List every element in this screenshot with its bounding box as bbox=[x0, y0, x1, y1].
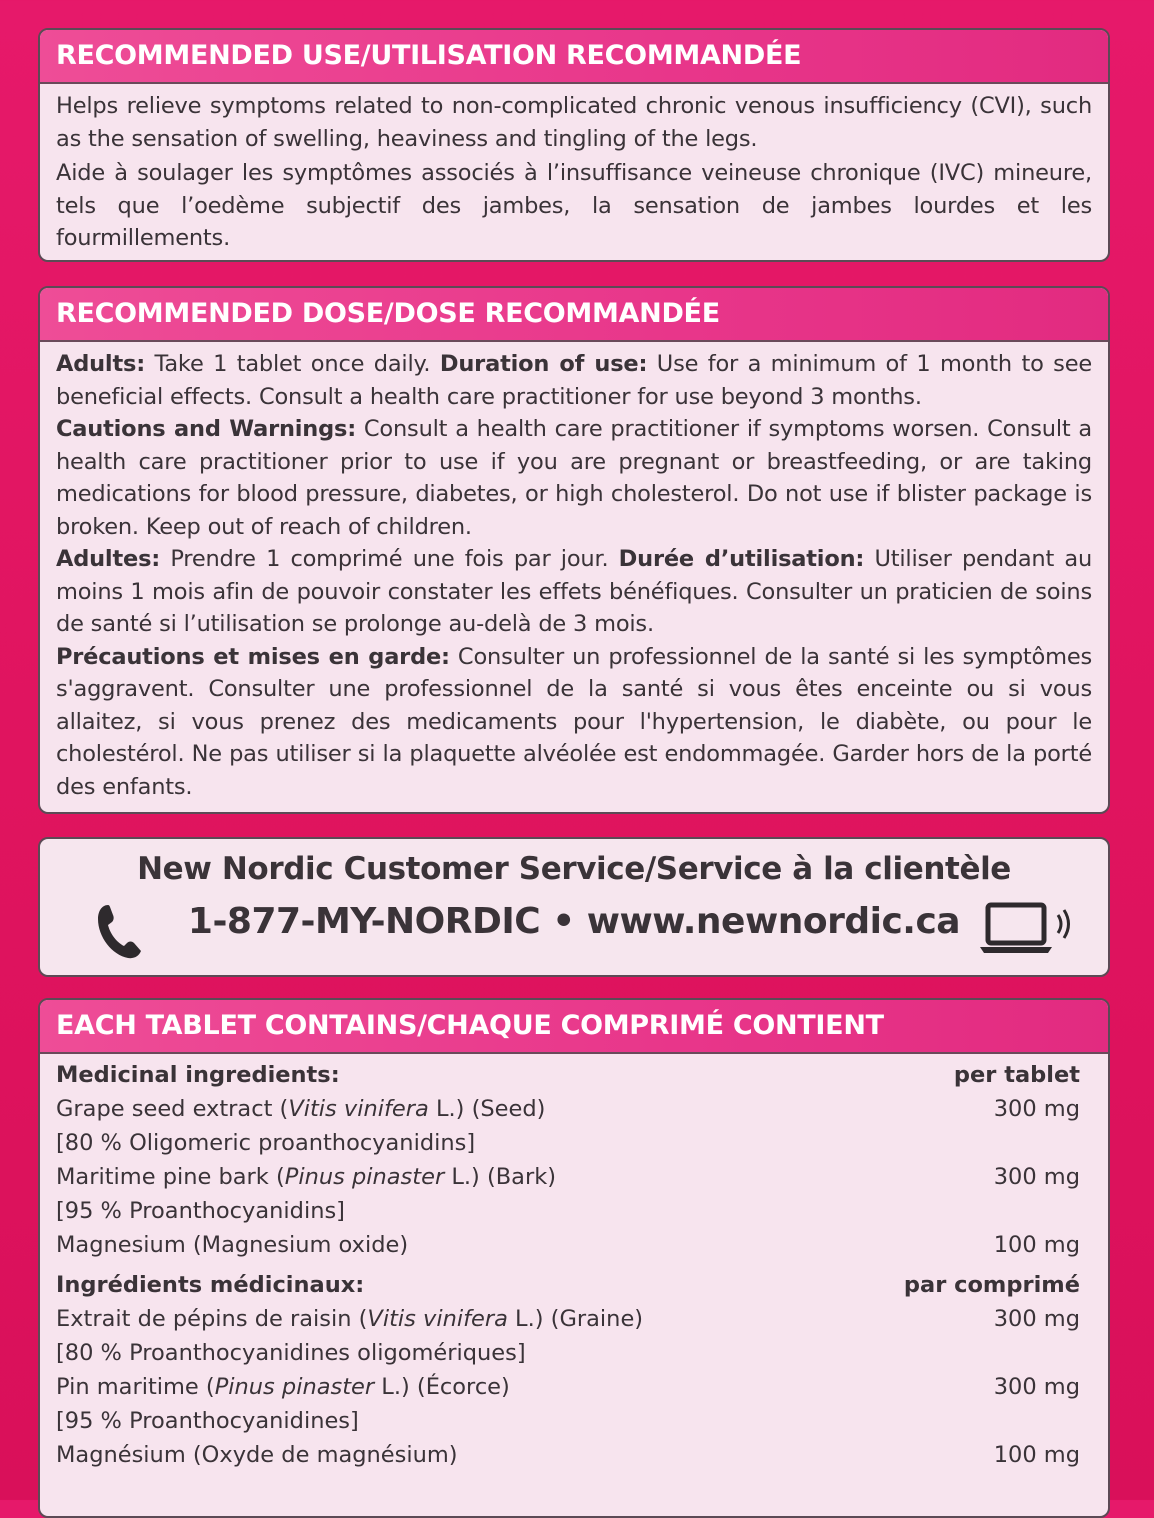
adultes-text: Prendre 1 comprimé une fois par jour. bbox=[160, 546, 619, 572]
par-comprime-label: par comprimé bbox=[903, 1272, 1080, 1298]
ingredient-standardization: [95 % Proanthocyanidins] bbox=[56, 1198, 345, 1224]
ingredient-standardization: [80 % Oligomeric proanthocyanidins] bbox=[56, 1130, 476, 1156]
ingredient-name-text: Pin maritime ( bbox=[56, 1374, 215, 1400]
ingredient-name bbox=[56, 1228, 960, 1262]
cautions-text: Consult a health care practitioner if symptoms worsen. Consult a health care practitioner prior to use if you are pregnant or breastfeeding, or are taking medications for blood pressure, diabetes, or high cholesterol. Do not use if blister package is broken. Keep out of reach of children. bbox=[56, 416, 1092, 540]
duree-text: Utiliser pendant au moins 1 mois afin de pouvoir constater les effets bénéfiques. Consulter un praticien de soins de santé si l’utilisation se prolonge au-delà de 3 mois. bbox=[56, 546, 1093, 637]
medicinal-ingredients-label: Medicinal ingredients: bbox=[56, 1062, 340, 1088]
ingredient-latin-name: Vitis vinifera bbox=[288, 1096, 429, 1122]
precautions-french-paragraph bbox=[56, 641, 1092, 804]
ingredients-medicinaux-label: Ingrédients médicinaux: bbox=[56, 1272, 365, 1298]
adults-text: Take 1 tablet once daily. bbox=[145, 351, 440, 377]
customer-service-panel bbox=[38, 837, 1110, 977]
ingredient-name-text: Magnesium (Magnesium oxide) bbox=[56, 1232, 409, 1258]
ingredient-standardization-row bbox=[56, 1404, 1080, 1438]
ingredient-part: L.) (Seed) bbox=[428, 1096, 546, 1122]
ingredient-name bbox=[56, 1302, 960, 1336]
recommended-use-body bbox=[40, 84, 1108, 255]
ingredient-name-text: Extrait de pépins de raisin ( bbox=[56, 1306, 368, 1332]
ingredient-name bbox=[56, 1370, 960, 1404]
ingredient-amount: 300 mg bbox=[993, 1374, 1080, 1400]
ingredient-row bbox=[56, 1370, 1080, 1404]
phone-icon bbox=[94, 901, 146, 961]
ingredient-standardization-row bbox=[56, 1126, 1080, 1160]
website-link[interactable]: www.newnordic.ca bbox=[586, 901, 961, 942]
ingredients-panel bbox=[38, 998, 1110, 1518]
precautions-label: Précautions et mises en garde: bbox=[56, 643, 450, 670]
ingredient-latin-name: Vitis vinifera bbox=[367, 1306, 508, 1332]
ingredient-name-text: Magnésium (Oxyde de magnésium) bbox=[56, 1442, 458, 1468]
ingredient-name bbox=[56, 1160, 960, 1194]
french-ingredient-list bbox=[56, 1302, 1080, 1472]
ingredient-part: L.) (Bark) bbox=[444, 1164, 557, 1190]
dose-english-paragraph bbox=[56, 348, 1092, 413]
adults-label: Adults: bbox=[56, 351, 145, 377]
ingredient-amount: 300 mg bbox=[993, 1306, 1080, 1332]
recommended-use-french: Aide à soulager les symptômes associés à l’insuffisance veineuse chronique (IVC) mineure, tels que l’oedème subjectif des jambes, la sensation de jambes lourdes et les fourmillements. bbox=[56, 160, 1092, 251]
recommended-dose-header: RECOMMENDED DOSE/DOSE RECOMMANDÉE bbox=[40, 288, 1108, 342]
precautions-text: Consulter un professionnel de la santé si les symptômes s'aggravent. Consulter une professionnel de la santé si vous êtes enceinte ou si vous allaitez, si vous prenez des medicaments pour l'hypertension, le diabète, ou pour le cholestérol. Ne pas utiliser si la plaquette alvéolée est endommagée. Garder hors de la porté des enfants. bbox=[56, 643, 1092, 800]
ingredients-header: EACH TABLET CONTAINS/CHAQUE COMPRIMÉ CONTIENT bbox=[40, 1000, 1108, 1054]
ingredient-amount: 300 mg bbox=[993, 1164, 1080, 1190]
english-ingredient-list bbox=[56, 1092, 1080, 1262]
adultes-label: Adultes: bbox=[56, 546, 161, 572]
ingredients-body bbox=[40, 1054, 1108, 1472]
ingredient-row bbox=[56, 1228, 1080, 1262]
english-ingredients-heading bbox=[56, 1058, 1080, 1092]
ingredient-amount: 100 mg bbox=[993, 1442, 1080, 1468]
phone-number[interactable]: 1-877-MY-NORDIC bbox=[187, 901, 541, 942]
ingredient-standardization: [95 % Proanthocyanidines] bbox=[56, 1408, 359, 1434]
ingredient-name bbox=[56, 1092, 960, 1126]
ingredient-name-text: Grape seed extract ( bbox=[56, 1096, 289, 1122]
ingredient-row bbox=[56, 1092, 1080, 1126]
recommended-dose-body bbox=[40, 342, 1108, 803]
ingredient-standardization-row bbox=[56, 1194, 1080, 1228]
recommended-use-header: RECOMMENDED USE/UTILISATION RECOMMANDÉE bbox=[40, 30, 1108, 84]
ingredient-part: L.) (Écorce) bbox=[374, 1374, 510, 1400]
ingredient-amount: 300 mg bbox=[993, 1096, 1080, 1122]
ingredient-part: L.) (Graine) bbox=[507, 1306, 644, 1332]
recommended-use-panel bbox=[38, 28, 1110, 262]
ingredient-standardization: [80 % Proanthocyanidines oligomériques] bbox=[56, 1340, 526, 1366]
ingredient-row bbox=[56, 1302, 1080, 1336]
ingredient-name-text: Maritime pine bark ( bbox=[56, 1164, 285, 1190]
cautions-label: Cautions and Warnings: bbox=[56, 416, 357, 442]
french-ingredients-heading bbox=[56, 1268, 1080, 1302]
contact-separator: • bbox=[540, 901, 587, 942]
ingredient-row bbox=[56, 1160, 1080, 1194]
duration-label: Duration of use: bbox=[439, 351, 648, 377]
duration-text: Use for a minimum of 1 month to see beneficial effects. Consult a health care practitioner for use beyond 3 months. bbox=[56, 351, 1092, 410]
ingredient-row bbox=[56, 1438, 1080, 1472]
contact-line bbox=[40, 901, 1108, 942]
dose-french-paragraph bbox=[56, 543, 1092, 641]
laptop-icon bbox=[980, 901, 1076, 957]
recommended-dose-panel bbox=[38, 286, 1110, 814]
ingredient-standardization-row bbox=[56, 1336, 1080, 1370]
cautions-english-paragraph bbox=[56, 413, 1092, 543]
customer-service-title: New Nordic Customer Service/Service à la clientèle bbox=[137, 851, 1011, 887]
duree-label: Durée d’utilisation: bbox=[618, 546, 865, 572]
per-tablet-label: per tablet bbox=[953, 1062, 1080, 1088]
ingredient-latin-name: Pinus pinaster bbox=[214, 1374, 375, 1400]
ingredient-name bbox=[56, 1438, 960, 1472]
ingredient-latin-name: Pinus pinaster bbox=[284, 1164, 445, 1190]
ingredient-amount: 100 mg bbox=[993, 1232, 1080, 1258]
recommended-use-english: Helps relieve symptoms related to non-complicated chronic venous insufficiency (CVI), such as the sensation of swelling, heaviness and tingling of the legs. bbox=[56, 93, 1092, 152]
